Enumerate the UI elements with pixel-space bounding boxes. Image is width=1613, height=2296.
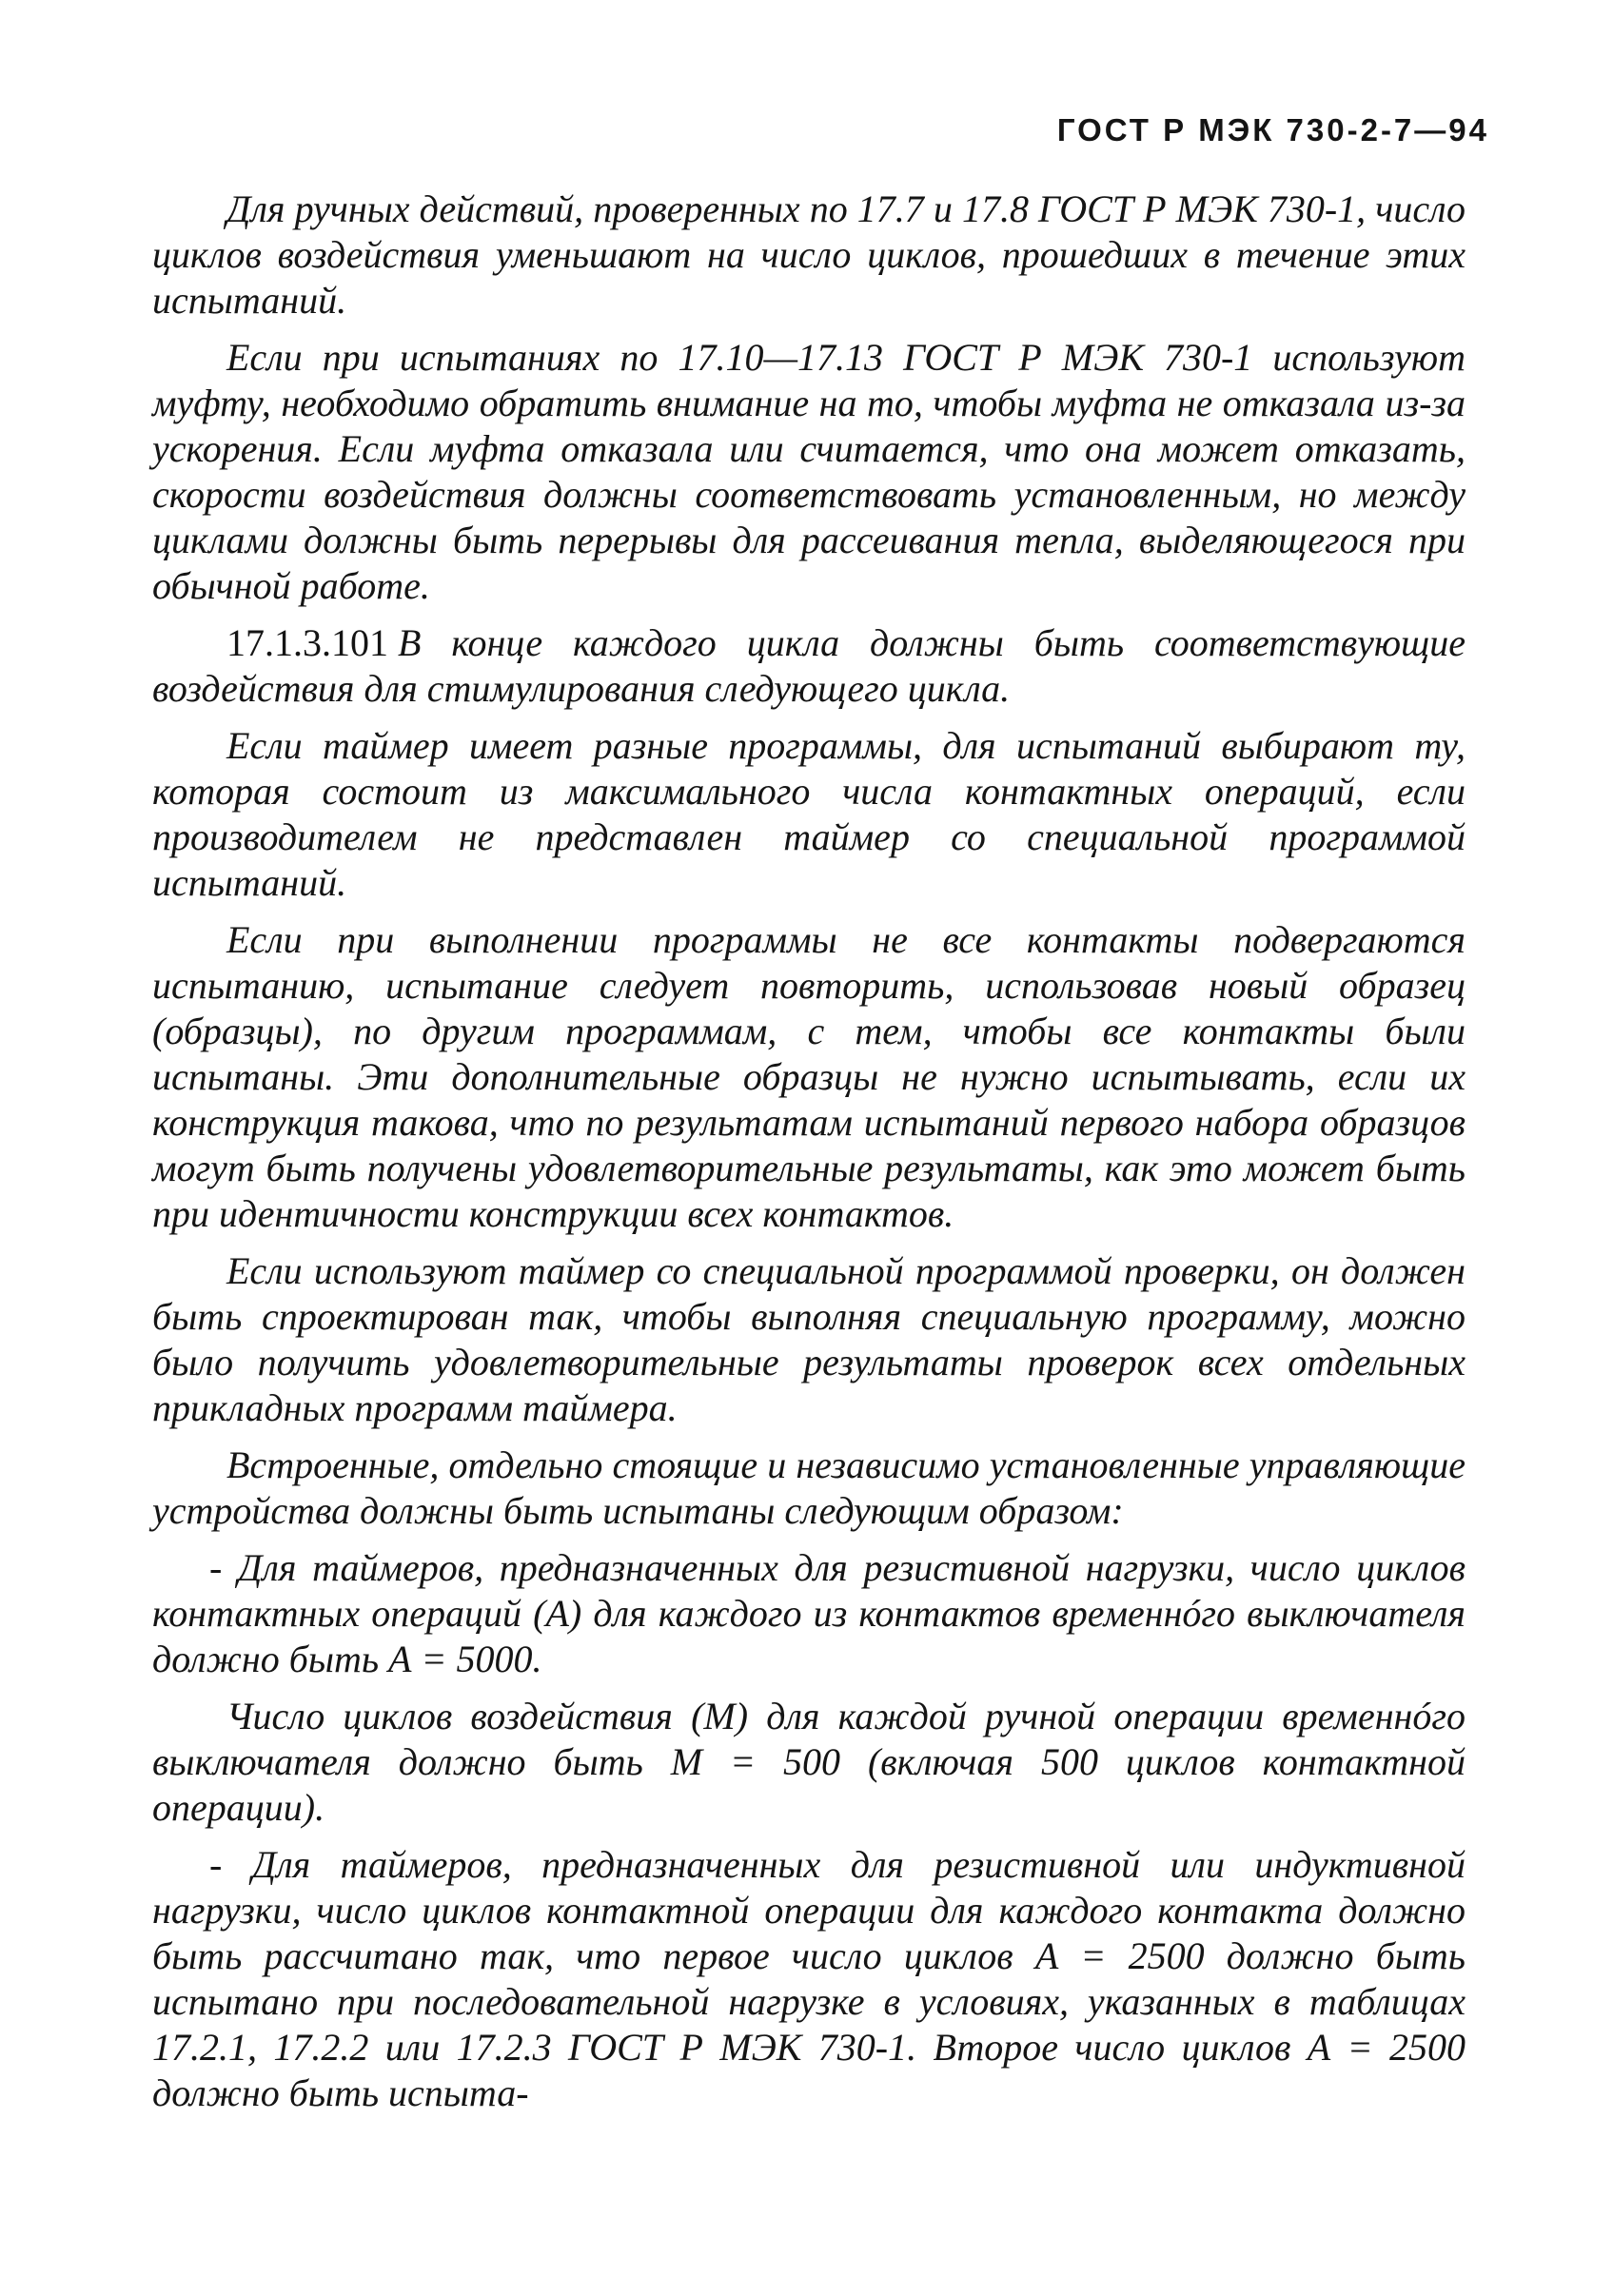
- body-text: [152, 186, 1465, 2128]
- running-header: ГОСТ Р МЭК 730-2-7—94: [1056, 112, 1489, 147]
- clause-number: 17.1.3.101: [226, 621, 388, 664]
- paragraph-built-in-devices: Встроенные, отдельно стоящие и независимо установленные управляющие устройства должны быть испытаны следующим образом:: [152, 1443, 1465, 1532]
- paragraph-timer-programs: Если таймер имеет разные программы, для испытаний выбирают ту, которая состоит из максимального числа контактных операций, если производителем не представлен таймер со специальной программой испытаний.: [152, 724, 1465, 904]
- list-item-resistive-load: - Для таймеров, предназначенных для резистивной нагрузки, число циклов контактных операций (А) для каждого из контактов временнóго выключателя должно быть А = 5000.: [152, 1546, 1465, 1680]
- paragraph-manual-operation-cycles: Число циклов воздействия (М) для каждой ручной операции временнóго выключателя должно быть М = 500 (включая 500 циклов контактной операции).: [152, 1695, 1465, 1829]
- paragraph-coupling-tests: Если при испытаниях по 17.10—17.13 ГОСТ Р МЭК 730-1 используют муфту, необходимо обратить внимание на то, чтобы муфта не отказала из-за ускорения. Если муфта отказала или считается, что она может отказать, скорости воздействия должны соответствовать установленным, но между циклами должны быть перерывы для рассеивания тепла, выделяющегося при обычной работе.: [152, 336, 1465, 607]
- list-item-inductive-load: - Для таймеров, предназначенных для резистивной или индуктивной нагрузки, число циклов контактной операции для каждого контакта должно быть рассчитано так, что первое число циклов А = 2500 должно быть испытано при последовательной нагрузке в условиях, указанных в таблицах 17.2.1, 17.2.2 или 17.2.3 ГОСТ Р МЭК 730-1. Второе число циклов А = 2500 должно быть испыта-: [152, 1843, 1465, 2114]
- paragraph-clause-17-1-3-101: [152, 620, 1465, 712]
- paragraph-special-program: Если используют таймер со специальной программой проверки, он должен быть спроектирован так, чтобы выполняя специальную программу, можно было получить удовлетворительные результаты проверок всех отдельных прикладных программ таймера.: [152, 1249, 1465, 1429]
- paragraph-repeat-testing: Если при выполнении программы не все контакты подвергаются испытанию, испытание следует повторить, использовав новый образец (образцы), по другим программам, с тем, чтобы все контакты были испытаны. Эти дополнительные образцы не нужно испытывать, если их конструкция такова, что по результатам испытаний первого набора образцов могут быть получены удовлетворительные результаты, как это может быть при идентичности конструкции всех контактов.: [152, 918, 1465, 1235]
- paragraph-manual-actions: Для ручных действий, проверенных по 17.7 и 17.8 ГОСТ Р МЭК 730-1, число циклов воздействия уменьшают на число циклов, прошедших в течение этих испытаний.: [152, 187, 1465, 322]
- clause-text: В конце каждого цикла должны быть соответствующие воздействия для стимулирования следующего цикла.: [152, 621, 1465, 710]
